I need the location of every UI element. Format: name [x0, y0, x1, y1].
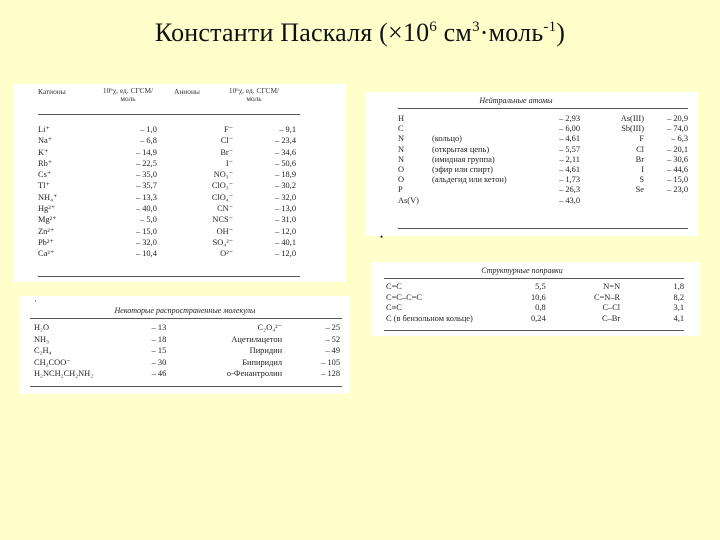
- atom-rows: [398, 114, 688, 206]
- bond2-value-cell: 8,2: [673, 292, 684, 302]
- atom-row: [398, 124, 688, 134]
- atom-value-cell: – 2,11: [559, 154, 580, 164]
- anion-cell: I⁻: [225, 158, 234, 168]
- cation-value-cell: – 1,0: [140, 125, 157, 134]
- atom-cell: O: [398, 175, 405, 185]
- molecule-value-cell: – 18: [151, 334, 167, 344]
- title-exp-minus1: -1: [543, 19, 557, 35]
- title-exp-6: 6: [429, 19, 437, 35]
- ion-row: [38, 147, 296, 158]
- bond-value-cell: 10,6: [530, 292, 546, 302]
- atom2-value-cell: – 20,9: [667, 114, 688, 123]
- anion-cell: Br⁻: [220, 147, 234, 157]
- ion-row: [38, 214, 296, 225]
- bond2-value-cell: 3,1: [673, 303, 684, 312]
- atom-cell: N: [398, 144, 405, 154]
- molecule2-cell: C₂O₄²⁻: [257, 323, 283, 332]
- atom2-value-cell: – 30,6: [667, 154, 688, 164]
- atom-note-cell: [432, 185, 540, 195]
- header-rule: [384, 278, 684, 279]
- cations-anions-table: [14, 84, 346, 282]
- anion-value-cell: – 18,9: [275, 170, 296, 180]
- anion-value-cell: – 31,0: [275, 215, 296, 225]
- molecule2-value-cell: – 52: [325, 334, 340, 344]
- ion-row: [38, 169, 296, 180]
- anion-cell: F⁻: [224, 125, 234, 134]
- ion-row: [38, 124, 296, 135]
- bond-value-cell: 0,24: [530, 313, 546, 323]
- cation-value-cell: – 35,7: [135, 181, 157, 191]
- molecule2-value-cell: – 25: [325, 323, 340, 332]
- atom2-cell: Sb(III): [621, 124, 644, 134]
- molecule-cell: H₂O: [34, 323, 50, 332]
- structural-heading: Структурные поправки: [481, 266, 563, 275]
- cation-value-cell: – 22,5: [135, 158, 157, 168]
- atom2-value-cell: – 20,1: [667, 144, 688, 154]
- structural-corrections-table: [372, 262, 700, 336]
- cation-cell: Cs⁺: [38, 170, 52, 180]
- molecules-heading: Некоторые распространенные молекулы: [114, 306, 256, 315]
- bond-row: [386, 314, 684, 325]
- bond-cell: C≡C: [386, 303, 402, 312]
- common-molecules-table: [20, 296, 350, 394]
- bond-value-cell: 0,8: [535, 303, 546, 312]
- bond-cell: C=C: [386, 282, 402, 291]
- ion-row: [38, 248, 296, 259]
- bond2-cell: C–Cl: [602, 303, 621, 312]
- anion-value-cell: – 50,6: [275, 158, 296, 168]
- molecule-value-cell: – 13: [151, 323, 167, 332]
- atom2-cell: I: [641, 165, 644, 175]
- atom-note-cell: (кольцо): [432, 134, 462, 144]
- bond2-cell: C=N–R: [593, 292, 621, 302]
- molecule2-value-cell: – 128: [321, 369, 340, 378]
- header-anions: Анионы: [174, 87, 200, 96]
- atom-value-cell: – 43,0: [559, 195, 580, 205]
- header-cations: Катионы: [38, 87, 66, 96]
- bond2-value-cell: 4,1: [673, 313, 684, 323]
- footer-rule: [30, 386, 342, 387]
- ion-row: [38, 192, 296, 203]
- atom-value-cell: – 6,00: [559, 124, 580, 134]
- molecule2-value-cell: – 49: [325, 346, 340, 355]
- header-rule: [30, 318, 342, 319]
- cation-value-cell: – 10,4: [135, 249, 157, 259]
- molecule-row: [34, 322, 340, 334]
- atom-row: [398, 175, 688, 185]
- atom-cell: O: [398, 165, 405, 175]
- atom-value-cell: – 1,73: [559, 175, 580, 185]
- atom-value-cell: – 4,61: [559, 165, 580, 175]
- anion-value-cell: – 13,0: [275, 204, 296, 214]
- cation-value-cell: – 35,0: [135, 170, 157, 180]
- molecule-cell: H₂NCH₂CH₂NH₂: [34, 369, 94, 378]
- cation-value-cell: – 32,0: [135, 237, 157, 247]
- molecule-rows: [34, 322, 340, 380]
- anion-value-cell: – 30,2: [275, 181, 296, 191]
- ion-row: [38, 180, 296, 191]
- title-unit-cm: см: [436, 18, 473, 47]
- atom-note-cell: [432, 114, 540, 124]
- molecule-row: [34, 334, 340, 346]
- anion-value-cell: – 9,1: [279, 125, 296, 134]
- cation-cell: Zn²⁺: [38, 226, 55, 236]
- bond-row: [386, 303, 684, 314]
- cation-cell: K⁺: [38, 147, 49, 157]
- header-rule: [38, 114, 300, 115]
- header-chi-anions: 10⁶χ, ед. СГСМ/моль: [228, 86, 280, 103]
- atom2-value-cell: – 6,3: [671, 134, 688, 144]
- anion-cell: CN⁻: [217, 204, 234, 214]
- atom-cell: C: [398, 124, 404, 134]
- molecule2-cell: Пиридин: [249, 346, 283, 355]
- atom-note-cell: [432, 196, 540, 206]
- cation-cell: Hg²⁺: [38, 204, 56, 214]
- cation-value-cell: – 40,0: [135, 204, 157, 214]
- cation-cell: Tl⁺: [38, 181, 50, 191]
- molecule-value-cell: – 30: [151, 357, 167, 367]
- atom-note-cell: (альдегид или кетон): [432, 175, 507, 185]
- atom-note-cell: (имидная группа): [432, 154, 495, 164]
- atom2-value-cell: – 44,6: [667, 165, 688, 175]
- anion-cell: OH⁻: [216, 226, 234, 236]
- cation-value-cell: – 5,0: [140, 215, 157, 225]
- anion-cell: ClO₄⁻: [211, 192, 234, 202]
- molecule2-cell: Ацетилацетон: [231, 334, 283, 344]
- atom-cell: N: [398, 134, 405, 144]
- atom-row: [398, 114, 688, 124]
- atom-value-cell: – 2,93: [559, 114, 580, 123]
- ion-row: [38, 226, 296, 237]
- dot-mark: •: [380, 232, 384, 242]
- atom-value-cell: – 26,3: [559, 185, 580, 195]
- molecule-row: [34, 357, 340, 369]
- cation-value-cell: – 15,0: [135, 226, 157, 236]
- anion-cell: NO₃⁻: [213, 170, 234, 180]
- atom2-value-cell: – 15,0: [667, 175, 688, 185]
- atom2-value-cell: – 74,0: [667, 124, 688, 134]
- molecule-row: [34, 368, 340, 380]
- atom-row: [398, 134, 688, 144]
- atom2-value-cell: – 23,0: [667, 185, 688, 195]
- neutral-atoms-heading: Нейтральные атомы: [479, 96, 553, 105]
- cation-cell: Mg²⁺: [38, 215, 57, 225]
- atom-cell: H: [398, 114, 405, 123]
- atom-row: [398, 155, 688, 165]
- ion-row: [38, 158, 296, 169]
- footer-rule: [398, 228, 688, 229]
- anion-value-cell: – 12,0: [275, 249, 296, 259]
- anion-cell: SO₄²⁻: [212, 237, 234, 247]
- cation-cell: Rb⁺: [38, 158, 53, 168]
- atom-cell: P: [398, 185, 403, 195]
- anion-value-cell: – 23,4: [275, 136, 296, 146]
- bond-row: [386, 282, 684, 293]
- molecule-cell: C₂H₄: [34, 346, 52, 355]
- title-close: ): [556, 18, 566, 47]
- cation-value-cell: – 14,9: [135, 147, 157, 157]
- atom2-cell: F: [639, 134, 644, 144]
- molecule-row: [34, 345, 340, 357]
- atom2-cell: Se: [635, 185, 644, 195]
- molecule2-cell: о-Фенантролин: [226, 369, 283, 378]
- cation-cell: Na⁺: [38, 136, 53, 146]
- bond-cell: C=C–C=C: [386, 292, 422, 302]
- atom2-cell: Cl: [636, 144, 644, 154]
- atom2-cell: [580, 196, 644, 206]
- molecule-value-cell: – 46: [151, 369, 167, 378]
- molecule2-cell: Бипиридил: [242, 357, 283, 367]
- bond-row: [386, 293, 684, 304]
- atom-row: [398, 145, 688, 155]
- atom-note-cell: (эфир или спирт): [432, 165, 493, 175]
- bond-value-cell: 5,5: [535, 282, 546, 291]
- atom-row: [398, 165, 688, 175]
- footer-rule: [384, 330, 684, 331]
- cation-cell: NH₄⁺: [38, 192, 58, 202]
- bond2-cell: N=N: [603, 282, 621, 291]
- atom-note-cell: (открытая цепь): [432, 144, 490, 154]
- atom-row: [398, 185, 688, 195]
- anion-cell: Cl⁻: [220, 136, 234, 146]
- atom2-cell: S: [639, 175, 644, 185]
- atom-cell: As(V): [398, 195, 419, 205]
- ion-rows: [38, 124, 296, 260]
- bond-cell: C (в бензольном кольце): [386, 313, 473, 323]
- atom-value-cell: – 4,61: [559, 134, 580, 144]
- atom-row: [398, 196, 688, 206]
- atom2-value-cell: [644, 196, 688, 206]
- atom-value-cell: – 5,57: [559, 144, 580, 154]
- header-rule: [398, 108, 688, 109]
- anion-value-cell: – 34,6: [275, 147, 296, 157]
- molecule-cell: NH₃: [34, 334, 50, 344]
- bond2-value-cell: 1,8: [673, 282, 684, 291]
- title-unit-mol: ·моль: [479, 18, 544, 47]
- header-chi-cations: 10⁶χ, ед. СГСМ/моль: [102, 86, 154, 103]
- cation-value-cell: – 6,8: [140, 136, 157, 146]
- title-exp-3: 3: [472, 19, 480, 35]
- title-main: Константи Паскаля (×10: [154, 18, 430, 47]
- bond2-cell: C–Br: [601, 313, 621, 323]
- footer-rule: [38, 276, 300, 277]
- anion-value-cell: – 32,0: [275, 192, 296, 202]
- cation-cell: Li⁺: [38, 125, 50, 134]
- atom2-cell: As(III): [620, 114, 644, 123]
- molecule-cell: CH₃COO⁻: [34, 357, 71, 367]
- molecule2-value-cell: – 105: [321, 357, 340, 367]
- anion-value-cell: – 40,1: [275, 237, 296, 247]
- neutral-atoms-table: [366, 92, 698, 242]
- ion-row: [38, 135, 296, 146]
- ion-row: [38, 237, 296, 248]
- atom-note-cell: [432, 124, 540, 134]
- dot-mark: ·: [34, 296, 37, 306]
- anion-value-cell: – 12,0: [275, 226, 296, 236]
- ion-row: [38, 203, 296, 214]
- anion-cell: ClO₃⁻: [211, 181, 234, 191]
- molecule-value-cell: – 15: [151, 346, 167, 355]
- anion-cell: NCS⁻: [212, 215, 234, 225]
- cation-cell: Ca²⁺: [38, 249, 55, 259]
- cation-cell: Pb²⁺: [38, 237, 54, 247]
- atom2-cell: Br: [635, 154, 644, 164]
- bond-rows: [386, 282, 684, 324]
- atom-cell: N: [398, 154, 405, 164]
- slide-title: [0, 18, 720, 48]
- anion-cell: O²⁻: [220, 249, 234, 259]
- cation-value-cell: – 13,3: [135, 192, 157, 202]
